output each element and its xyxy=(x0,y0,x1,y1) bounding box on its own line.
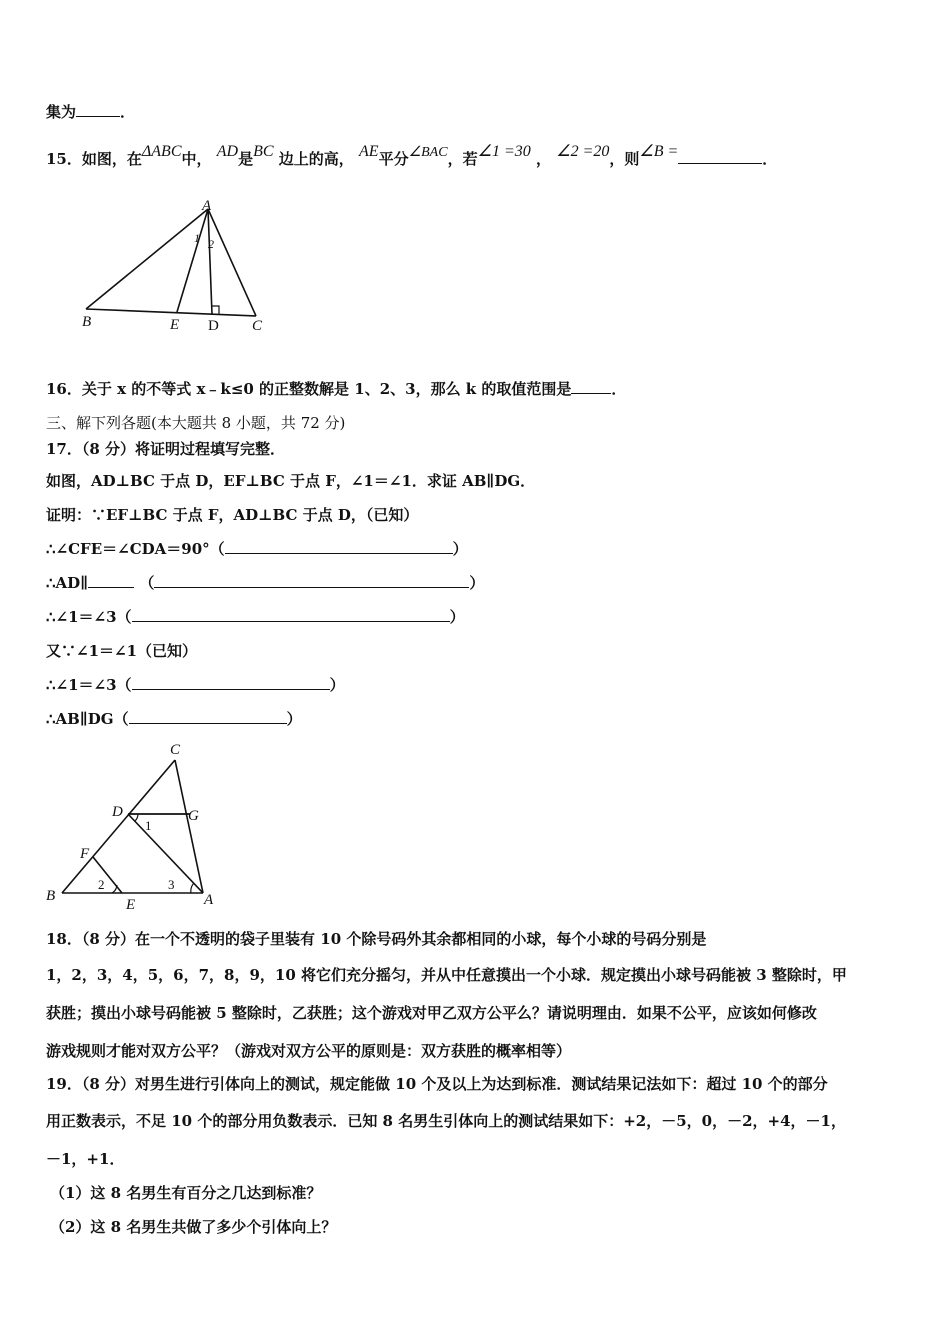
answer-blank[interactable] xyxy=(571,379,611,394)
segment-ae xyxy=(177,209,208,312)
triangle-figure-17 xyxy=(40,738,230,913)
label-g: G xyxy=(188,808,199,824)
label-b: B xyxy=(46,888,56,904)
label-e: E xyxy=(126,897,136,913)
label-angle-2: 2 xyxy=(208,237,214,251)
label-f: F xyxy=(80,846,90,862)
question-19-line-2: 用正数表示，不足 10 个的部分用负数表示．已知 8 名男生引体向上的测试结果如下：+2，－5，0，－2，+4，－1， xyxy=(46,1112,846,1130)
proof-line-3: ∴AD∥ （ ） xyxy=(46,574,485,592)
label-a: A xyxy=(202,198,212,214)
label-angle-2: 2 xyxy=(98,877,105,892)
label-angle-1: 1 xyxy=(145,818,152,833)
segment-bc xyxy=(62,760,175,893)
label-d: D xyxy=(112,804,123,820)
line-set-answer: 集为 ． xyxy=(46,103,136,121)
question-19-sub-1: （1）这 8 名男生有百分之几达到标准？ xyxy=(50,1184,322,1202)
segment-ac xyxy=(208,209,256,316)
question-18-line-2: 1，2，3，4，5，6，7，8，9，10 将它们充分摇匀，并从中任意摸出一个小球．规定摸出小球号码能被 3 整除时，甲 xyxy=(46,966,847,984)
proof-blank[interactable] xyxy=(129,709,287,724)
segment-bc xyxy=(86,309,256,316)
segment-da xyxy=(128,814,203,893)
angle-2-arc xyxy=(112,885,117,893)
segment-ab xyxy=(86,209,208,309)
question-17-given: 如图，AD⊥BC 于点 D，EF⊥BC 于点 F，∠1＝∠1．求证 AB∥DG． xyxy=(46,472,536,490)
proof-line-1: 证明：∵EF⊥BC 于点 F，AD⊥BC 于点 D，（已知） xyxy=(46,506,419,524)
question-15: 15．如图，在ΔABC中， AD是BC 边上的高， AE平分∠BAC，若∠1 =30 ， ∠2 =20，则∠B = ． xyxy=(46,143,778,168)
question-19-sub-2: （2）这 8 名男生共做了多少个引体向上？ xyxy=(50,1218,337,1236)
proof-blank[interactable] xyxy=(132,675,330,690)
question-18-line-3: 获胜；摸出小球号码能被 5 整除时，乙获胜；这个游戏对甲乙双方公平么？请说明理由．如果不公平，应该如何修改 xyxy=(46,1004,817,1022)
proof-blank[interactable] xyxy=(225,539,453,554)
proof-line-2: ∴∠CFE＝∠CDA＝90°（ ） xyxy=(46,540,468,558)
label-e: E xyxy=(170,317,180,333)
proof-blank[interactable] xyxy=(154,573,469,588)
label-c: C xyxy=(170,742,181,758)
question-18-line-1: 18．（8 分）在一个不透明的袋子里装有 10 个除号码外其余都相同的小球，每个小球的号码分别是 xyxy=(46,930,707,948)
answer-blank[interactable] xyxy=(678,149,762,164)
proof-line-4: ∴∠1＝∠3（ ） xyxy=(46,608,465,626)
label-a: A xyxy=(204,892,214,908)
segment-ad xyxy=(208,209,212,314)
label-angle-1: 1 xyxy=(194,231,200,245)
label-c: C xyxy=(252,318,263,334)
proof-line-6: ∴∠1＝∠3（ ） xyxy=(46,676,345,694)
label-d: D xyxy=(208,318,219,334)
triangle-figure-15 xyxy=(70,198,280,338)
label-angle-3: 3 xyxy=(168,877,175,892)
right-angle-mark xyxy=(212,306,219,314)
angle-1-arc xyxy=(135,814,138,821)
proof-blank[interactable] xyxy=(88,573,134,588)
question-19-line-1: 19．（8 分）对男生进行引体向上的测试，规定能做 10 个及以上为达到标准．测试结果记法如下：超过 10 个的部分 xyxy=(46,1075,828,1093)
segment-ca xyxy=(175,760,203,893)
answer-blank[interactable] xyxy=(76,102,120,117)
proof-blank[interactable] xyxy=(132,607,450,622)
proof-line-5: 又∵∠1＝∠1（已知） xyxy=(46,642,198,660)
proof-line-7: ∴AB∥DG（ ） xyxy=(46,710,302,728)
section-3-heading: 三、解下列各题(本大题共 8 小题，共 72 分) xyxy=(46,414,346,432)
question-18-line-4: 游戏规则才能对双方公平？（游戏对双方公平的原则是：双方获胜的概率相等） xyxy=(46,1042,572,1060)
question-19-line-3: －1，+1． xyxy=(46,1150,125,1168)
angle-3-arc xyxy=(191,883,194,893)
label-b: B xyxy=(82,314,92,330)
question-17: 17．（8 分）将证明过程填写完整． xyxy=(46,440,286,458)
question-16: 16．关于 x 的不等式 x﹣k≤0 的正整数解是 1、2、3，那么 k 的取值范围是 ． xyxy=(46,380,627,398)
